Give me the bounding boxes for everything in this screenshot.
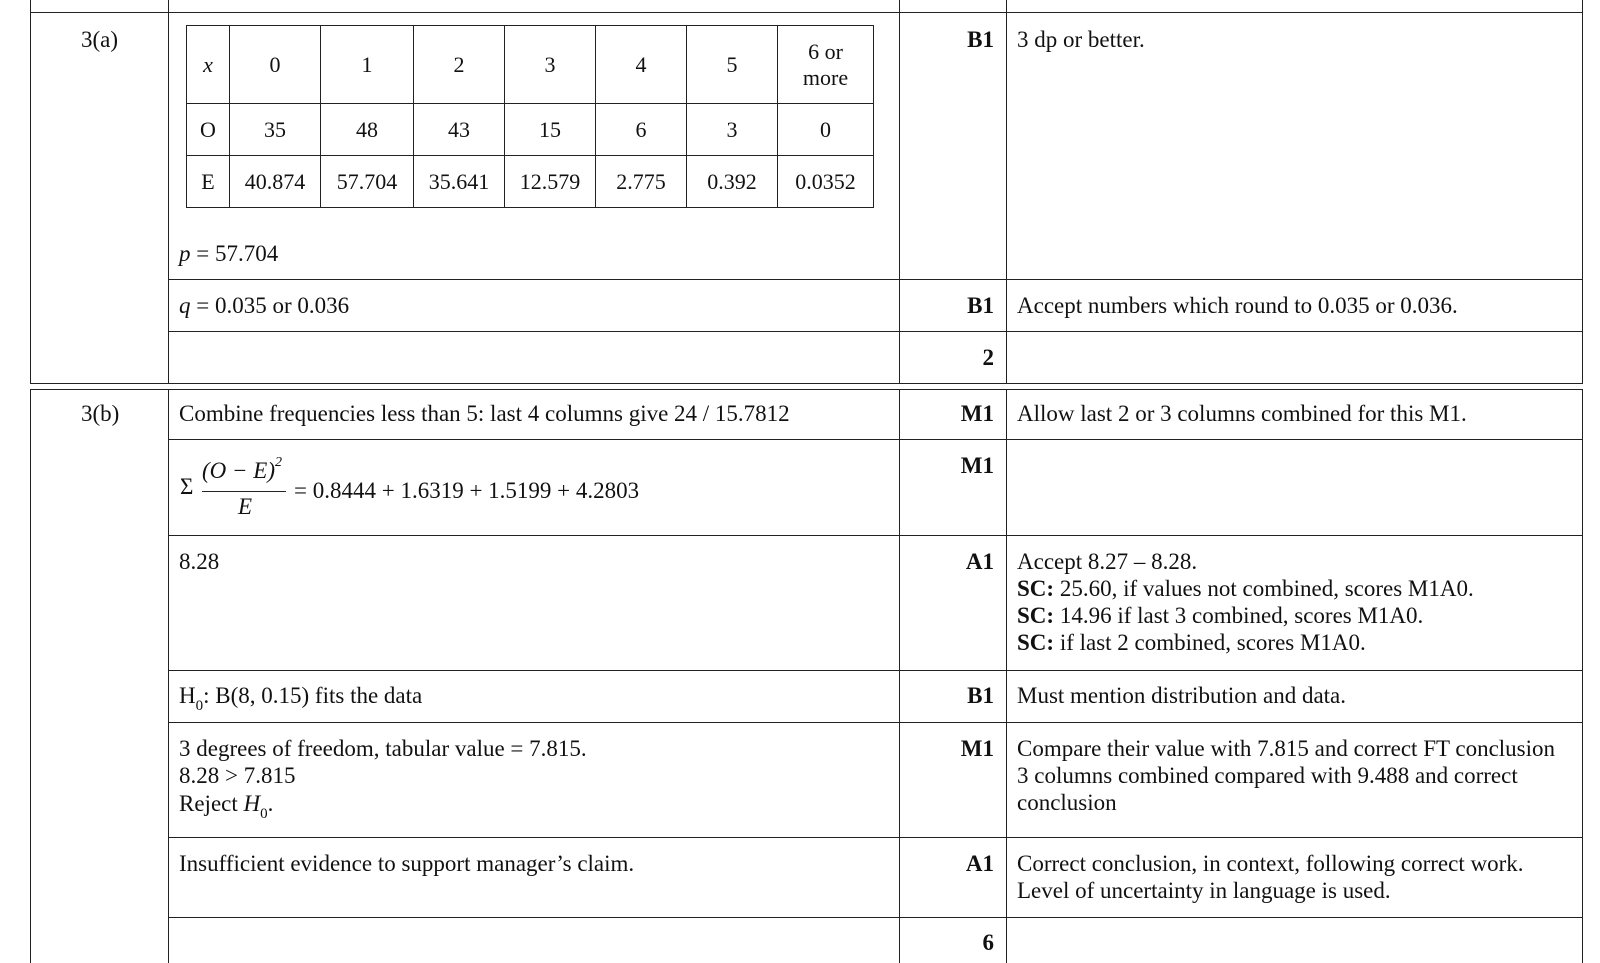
- total-marks-3a: 2: [982, 345, 994, 370]
- hypothesis-text: : B(8, 0.15) fits the data: [203, 683, 423, 708]
- p-value: = 57.704: [190, 241, 279, 266]
- total-marks-3b: 6: [982, 930, 994, 955]
- rule: [168, 389, 169, 963]
- answer-line: 8.28 > 7.815: [179, 763, 296, 788]
- q-symbol: q: [179, 293, 191, 318]
- x-cell: 6 or more: [778, 26, 874, 104]
- x-cell: 3: [505, 26, 596, 104]
- formula-numerator: [202, 455, 282, 484]
- sc-label: SC:: [1017, 603, 1055, 628]
- q-value-line: [179, 292, 349, 319]
- e-cell: 0.392: [687, 156, 778, 208]
- e-cell: 0.0352: [778, 156, 874, 208]
- rule: [168, 722, 1583, 723]
- reject-text: Reject: [179, 791, 244, 816]
- o-cell: 35: [230, 104, 321, 156]
- o-cell: 6: [596, 104, 687, 156]
- guidance-line: [1017, 548, 1197, 575]
- mark-m1: M1: [960, 736, 994, 761]
- q-value: = 0.035 or 0.036: [190, 293, 350, 318]
- e-cell: 12.579: [505, 156, 596, 208]
- rule: [30, 12, 1583, 13]
- guidance-text: Accept 8.27 – 8.28.: [1017, 549, 1198, 574]
- guidance-line: Level of uncertainty in language is used.: [1017, 878, 1391, 903]
- o-cell: 3: [687, 104, 778, 156]
- o-cell: 0: [778, 104, 874, 156]
- rule: [899, 389, 900, 963]
- period: .: [267, 791, 274, 816]
- reject-line: [179, 790, 273, 821]
- rule: [1582, 0, 1583, 384]
- answer-value: 8.28: [179, 549, 220, 574]
- o-cell: 43: [414, 104, 505, 156]
- rule: [168, 535, 1583, 536]
- mark-m1: M1: [960, 401, 994, 426]
- e-cell: 2.775: [596, 156, 687, 208]
- x-cell: 1: [321, 26, 414, 104]
- p-symbol: p: [179, 241, 191, 266]
- guidance-text: 3 dp or better.: [1017, 27, 1145, 52]
- rule: [30, 389, 1583, 390]
- o-cell: 48: [321, 104, 414, 156]
- power-2: 2: [275, 455, 282, 470]
- formula-sum: = 0.8444 + 1.6319 + 1.5199 + 4.2803: [294, 478, 640, 503]
- conclusion-text: Insufficient evidence to support manager’s claim.: [179, 851, 635, 876]
- e-cell: 40.874: [230, 156, 321, 208]
- guidance-line: [1017, 602, 1423, 629]
- mark-a1: A1: [965, 549, 994, 574]
- formula-denominator: E: [238, 494, 253, 519]
- mark-b1: B1: [967, 27, 994, 52]
- x-cell: 2: [414, 26, 505, 104]
- rule: [30, 383, 1583, 384]
- answer-text: Combine frequencies less than 5: last 4 columns give 24 / 15.7812: [179, 401, 790, 426]
- table-row-x: [187, 26, 874, 104]
- guidance-line: Correct conclusion, in context, following correct work.: [1017, 851, 1524, 876]
- h-subscript: 0: [195, 698, 204, 714]
- sigma-symbol: Σ: [180, 474, 194, 499]
- sc-label: SC:: [1017, 576, 1055, 601]
- null-hypothesis: [179, 682, 422, 713]
- chi-squared-formula: [180, 455, 680, 528]
- guidance-text: 25.60, if values not combined, scores M1A0.: [1054, 576, 1474, 601]
- rule: [899, 0, 900, 384]
- question-label-3b: 3(b): [81, 401, 120, 426]
- guidance-text: Accept numbers which round to 0.035 or 0.036.: [1017, 293, 1458, 318]
- rule: [168, 837, 1583, 838]
- guidance-text: Allow last 2 or 3 columns combined for this M1.: [1017, 401, 1467, 426]
- question-label-3a: 3(a): [81, 27, 119, 52]
- answer-line: 3 degrees of freedom, tabular value = 7.815.: [179, 736, 587, 761]
- rule: [168, 331, 1583, 332]
- guidance-text: if last 2 combined, scores M1A0.: [1054, 630, 1366, 655]
- rule: [30, 0, 31, 384]
- frequency-table: [186, 25, 874, 208]
- mark-b1: B1: [967, 293, 994, 318]
- rule: [1006, 0, 1007, 384]
- e-header: E: [187, 156, 230, 208]
- rule: [168, 917, 1583, 918]
- numerator-text: (O − E): [202, 458, 275, 483]
- guidance-line: 3 columns combined compared with 9.488 and correct: [1017, 763, 1518, 788]
- h-symbol: H: [243, 791, 261, 816]
- x-cell: 0: [230, 26, 321, 104]
- o-cell: 15: [505, 104, 596, 156]
- mark-a1: A1: [965, 851, 994, 876]
- e-cell: 35.641: [414, 156, 505, 208]
- h-subscript: 0: [260, 806, 268, 822]
- rule: [1006, 389, 1007, 963]
- rule: [168, 279, 1583, 280]
- guidance-line: [1017, 575, 1474, 602]
- rule: [168, 670, 1583, 671]
- p-value-line: [179, 240, 278, 267]
- guidance-line: Compare their value with 7.815 and correct FT conclusion: [1017, 736, 1556, 761]
- mark-m1: M1: [960, 453, 994, 478]
- guidance-text: 14.96 if last 3 combined, scores M1A0.: [1054, 603, 1424, 628]
- mark-b1: B1: [967, 683, 994, 708]
- guidance-text: Must mention distribution and data.: [1017, 683, 1346, 708]
- o-header: O: [187, 104, 230, 156]
- rule: [1582, 389, 1583, 963]
- x-header: x: [187, 26, 230, 104]
- x-cell: 4: [596, 26, 687, 104]
- table-row-expected: [187, 156, 874, 208]
- sc-label: SC:: [1017, 630, 1055, 655]
- fraction-bar: [202, 491, 286, 492]
- e-cell: 57.704: [321, 156, 414, 208]
- guidance-line: conclusion: [1017, 790, 1117, 815]
- h-symbol: H: [179, 683, 196, 708]
- table-row-observed: [187, 104, 874, 156]
- rule: [168, 439, 1583, 440]
- rule: [168, 0, 169, 384]
- x-cell: 5: [687, 26, 778, 104]
- rule: [30, 389, 31, 963]
- guidance-line: [1017, 629, 1366, 656]
